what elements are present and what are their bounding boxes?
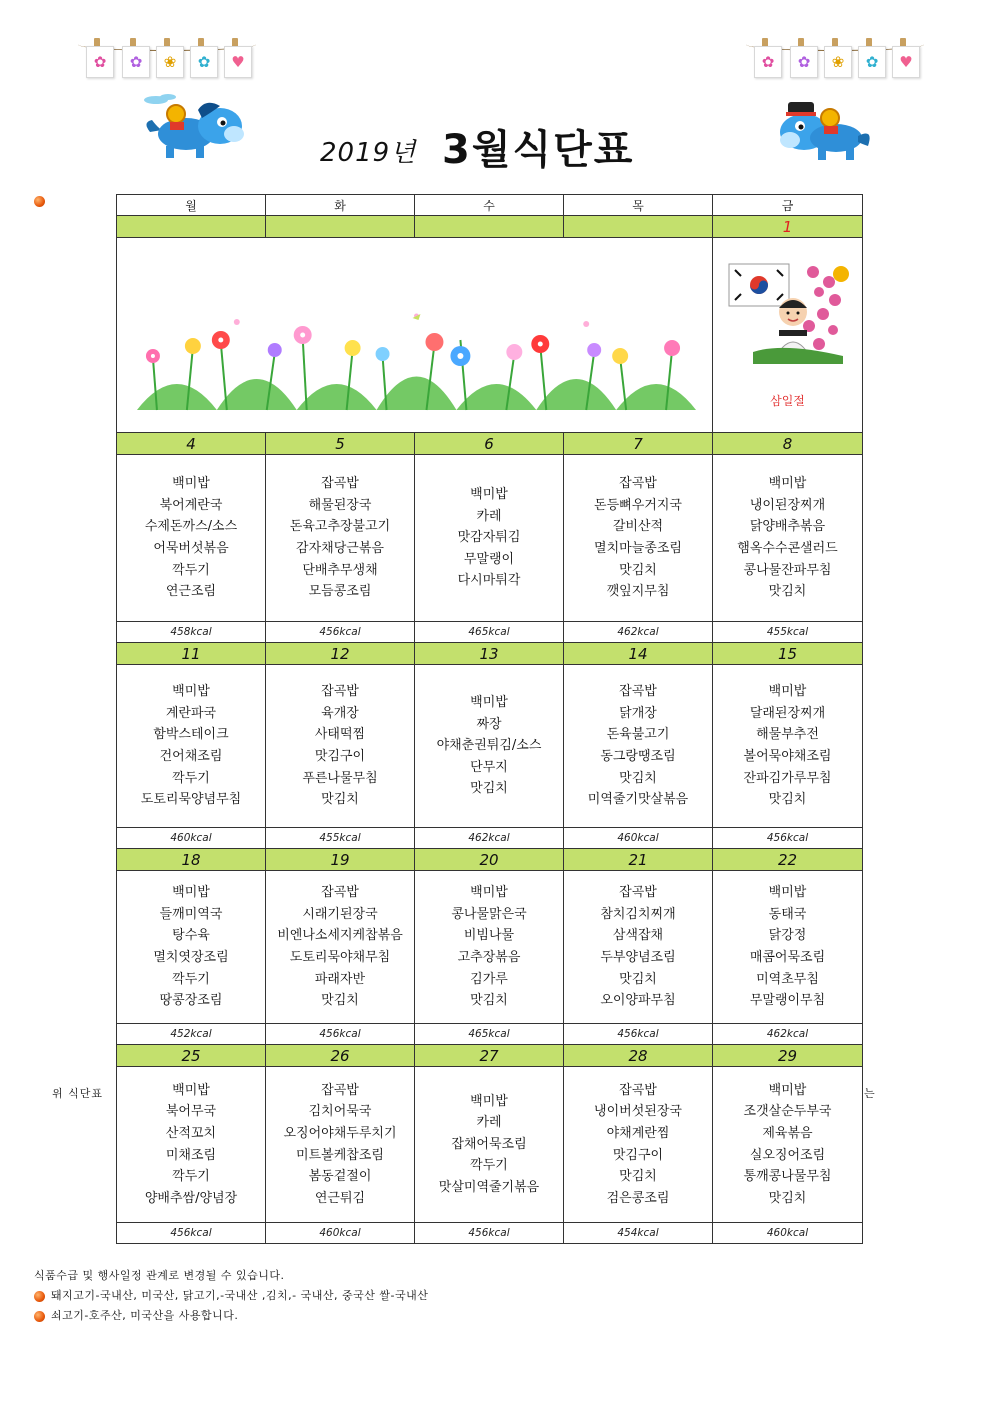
meal-item: 냉이버섯된장국 (594, 1104, 682, 1120)
date-cell: 4 (117, 433, 266, 455)
meal-item: 백미밥 (768, 684, 807, 700)
meal-item: 해물된장국 (308, 497, 372, 513)
meal-item: 무말랭이무침 (749, 993, 826, 1009)
date-cell: 15 (713, 643, 863, 665)
kcal-cell: 465kcal (415, 1024, 564, 1045)
date-cell (415, 216, 564, 238)
meal-item: 깍두기 (172, 770, 210, 786)
meal-item: 잡곡밥 (321, 476, 359, 492)
meal-item: 햄옥수수콘샐러드 (737, 541, 838, 556)
kcal-cell: 455kcal (266, 828, 415, 849)
menu-table (116, 194, 863, 1244)
date-cell: 25 (117, 1045, 266, 1067)
meal-item: 단배추무생채 (302, 562, 378, 578)
weekday-wed: 수 (415, 195, 564, 216)
date-cell: 27 (415, 1045, 564, 1067)
meal-item: 수제돈까스/소스 (144, 519, 238, 535)
kcal-row-week4 (117, 1223, 863, 1244)
meal-item: 미역초무침 (756, 971, 819, 987)
meal-item: 맛김치 (321, 993, 359, 1009)
meal-item: 미채조림 (165, 1147, 217, 1163)
kcal-row-week1 (117, 622, 863, 643)
meal-item: 동그랑땡조림 (600, 749, 676, 764)
meal-item: 깻잎지무침 (606, 584, 670, 600)
meal-item: 산적꼬치 (165, 1125, 217, 1141)
date-row-week0 (117, 216, 863, 238)
meal-item: 잡채어묵조림 (451, 1136, 527, 1152)
independence-day-illustration-icon (723, 256, 853, 366)
meal-item: 백미밥 (172, 885, 210, 901)
meal-row-week3 (117, 871, 863, 1024)
meal-item: 맛김치 (768, 584, 807, 600)
meal-cell (713, 455, 863, 622)
kcal-row-week3 (117, 1024, 863, 1045)
meal-cell (266, 665, 415, 828)
meal-item: 잡곡밥 (321, 684, 359, 700)
date-cell: 19 (266, 849, 415, 871)
meal-item: 무말랭이 (463, 551, 515, 567)
date-row-week4 (117, 1045, 863, 1067)
meal-item: 맛김치 (619, 1169, 657, 1185)
footer-line-3-text: 쇠고기-호주산, 미국산을 사용합니다. (51, 1309, 239, 1322)
meal-item: 냉이된장찌개 (749, 497, 826, 513)
meal-item: 백미밥 (768, 885, 807, 901)
holiday-label: 삼일절 (770, 394, 805, 408)
meal-cell (266, 1067, 415, 1223)
date-cell: 21 (564, 849, 713, 871)
meal-item: 맛김치 (768, 1190, 807, 1206)
date-cell: 28 (564, 1045, 713, 1067)
meal-item: 미트볼케찹조림 (296, 1147, 384, 1163)
meal-item: 볼어묵야채조림 (743, 749, 832, 764)
holiday-cell (713, 238, 863, 433)
meal-row-week4 (117, 1067, 863, 1223)
meal-item: 참치김치찌개 (600, 906, 676, 922)
meal-item: 백미밥 (768, 1082, 807, 1098)
meal-cell (415, 455, 564, 622)
meal-item: 닭개장 (619, 705, 657, 721)
meal-cell (415, 1067, 564, 1223)
meal-item: 두부양념조림 (600, 950, 676, 965)
meal-item: 콩나물맑은국 (451, 906, 527, 922)
kcal-cell: 462kcal (564, 622, 713, 643)
date-cell: 8 (713, 433, 863, 455)
meal-item: 오이양파무침 (600, 993, 676, 1009)
meal-item: 김가루 (470, 971, 508, 987)
meal-item: 카레 (476, 508, 502, 524)
kcal-cell: 460kcal (713, 1223, 863, 1244)
meal-item: 잡곡밥 (619, 684, 657, 700)
page-title (320, 118, 700, 173)
kcal-cell: 456kcal (564, 1024, 713, 1045)
meal-item: 비엔나소세지케찹볶음 (277, 928, 403, 944)
photo-garland-left-icon: ✿ ✿ ❀ ✿ ♥ (78, 30, 256, 86)
meal-item: 야채계란찜 (606, 1125, 670, 1141)
meal-item: 잡곡밥 (321, 1082, 359, 1098)
meal-item: 계란파국 (165, 705, 217, 721)
meal-item: 삼색잡채 (612, 928, 664, 944)
meal-item: 갈비산적 (612, 519, 664, 535)
meal-item: 백미밥 (172, 1082, 210, 1098)
weekday-fri: 금 (713, 195, 863, 216)
meal-item: 멸치엿장조림 (153, 950, 229, 965)
meal-item: 콩나물잔파무침 (743, 562, 832, 578)
date-cell (266, 216, 415, 238)
title-main: 3월식단표 (442, 127, 635, 173)
date-row-week1 (117, 433, 863, 455)
meal-item: 육개장 (321, 705, 359, 721)
meal-item: 들깨미역국 (159, 906, 223, 922)
meal-item: 동태국 (768, 906, 807, 922)
meal-item: 푸른나물무침 (302, 770, 378, 786)
kcal-cell: 456kcal (713, 828, 863, 849)
meal-item: 백미밥 (470, 885, 508, 901)
kcal-cell: 456kcal (415, 1223, 564, 1244)
meal-item: 맛김치 (321, 792, 359, 808)
meal-item: 검은콩조림 (606, 1190, 670, 1206)
kcal-cell: 462kcal (713, 1024, 863, 1045)
meal-item: 연근조림 (165, 584, 217, 600)
meal-item: 땅콩장조림 (159, 993, 223, 1009)
date-cell: 5 (266, 433, 415, 455)
meal-cell (266, 871, 415, 1024)
kcal-cell: 452kcal (117, 1024, 266, 1045)
meal-item: 돈육고추장불고기 (289, 519, 391, 535)
date-cell: 18 (117, 849, 266, 871)
meal-item: 백미밥 (470, 487, 508, 503)
meal-cell (117, 871, 266, 1024)
meal-item: 조갯살순두부국 (743, 1104, 832, 1120)
meal-item: 비빔나물 (463, 928, 515, 944)
image-row-week0 (117, 238, 863, 433)
meal-item: 도토리묵야채무침 (289, 950, 391, 965)
orange-ball-bullet-icon (34, 1311, 45, 1322)
footer-line-2-text: 돼지고기-국내산, 미국산, 닭고기,-국내산 ,김치,- 국내산, 중국산 쌀-국내산 (51, 1289, 429, 1302)
date-cell: 7 (564, 433, 713, 455)
meal-item: 잡곡밥 (619, 476, 657, 492)
kcal-cell: 456kcal (266, 1024, 415, 1045)
date-cell: 29 (713, 1045, 863, 1067)
meal-item: 깍두기 (470, 1158, 508, 1174)
kcal-cell: 462kcal (415, 828, 564, 849)
footer-notes (34, 1266, 428, 1326)
meal-item: 김치어묵국 (308, 1104, 372, 1120)
meal-item: 단무지 (470, 759, 508, 775)
date-cell-holiday: 1 (713, 216, 863, 238)
meal-cell (713, 665, 863, 828)
side-note-right: 는 (864, 1087, 875, 1100)
meal-item: 백미밥 (470, 695, 508, 711)
date-cell: 22 (713, 849, 863, 871)
meal-item: 건어채조림 (159, 749, 223, 764)
meal-item: 연근튀김 (314, 1190, 366, 1206)
meal-cell (117, 665, 266, 828)
kcal-cell: 460kcal (564, 828, 713, 849)
meal-item: 닭양배추볶음 (749, 519, 826, 535)
kcal-cell: 454kcal (564, 1223, 713, 1244)
flower-meadow-icon (117, 238, 712, 428)
meal-item: 맛김치 (619, 971, 657, 987)
date-row-week2 (117, 643, 863, 665)
meal-item: 깍두기 (172, 562, 210, 578)
date-cell: 26 (266, 1045, 415, 1067)
meal-cell (564, 455, 713, 622)
meal-item: 사태떡찜 (314, 727, 366, 743)
meal-item: 미역줄기맛살볶음 (587, 792, 689, 808)
date-row-week3 (117, 849, 863, 871)
meal-item: 오징어야채두루치기 (283, 1125, 397, 1141)
meal-item: 함박스테이크 (153, 727, 229, 743)
meal-item: 해물부추전 (756, 727, 819, 743)
meal-item: 달래된장찌개 (749, 705, 826, 721)
kcal-cell: 458kcal (117, 622, 266, 643)
meal-item: 백미밥 (172, 476, 210, 492)
kcal-cell: 460kcal (117, 828, 266, 849)
meal-cell (415, 665, 564, 828)
meal-item: 탕수육 (172, 928, 210, 944)
meal-item: 맛김치 (470, 993, 508, 1009)
meal-item: 맛김치 (470, 781, 508, 797)
blue-horse-mascot-left-icon (140, 92, 250, 162)
meal-item: 잡곡밥 (321, 885, 359, 901)
orange-ball-bullet-icon (34, 196, 45, 207)
meal-item: 감자채당근볶음 (296, 541, 384, 556)
meal-item: 봄동겉절이 (308, 1169, 372, 1185)
meal-item: 닭강정 (768, 928, 807, 944)
kcal-cell: 456kcal (117, 1223, 266, 1244)
meal-item: 맛살미역줄기볶음 (438, 1179, 540, 1195)
date-cell (117, 216, 266, 238)
date-cell: 11 (117, 643, 266, 665)
meal-item: 잔파김가루무침 (743, 770, 832, 786)
meal-item: 실오징어조림 (749, 1147, 826, 1163)
meal-item: 시래기된장국 (302, 906, 378, 922)
title-year: 2019년 (320, 138, 417, 168)
meal-item: 제육볶음 (762, 1125, 813, 1141)
meal-item: 맛감자튀김 (457, 530, 521, 546)
meal-item: 카레 (476, 1115, 502, 1131)
meal-item: 깍두기 (172, 971, 210, 987)
meal-item: 통깨콩나물무침 (743, 1169, 832, 1185)
kcal-cell: 456kcal (266, 622, 415, 643)
kcal-cell: 465kcal (415, 622, 564, 643)
meadow-cell (117, 238, 713, 433)
footer-line-2 (34, 1286, 428, 1306)
meal-row-week1 (117, 455, 863, 622)
kcal-row-week2 (117, 828, 863, 849)
meal-item: 돈등뼈우거지국 (594, 497, 682, 513)
footer-line-1: 식품수급 및 행사일정 관계로 변경될 수 있습니다. (34, 1269, 285, 1282)
weekday-thu: 목 (564, 195, 713, 216)
meal-cell (713, 871, 863, 1024)
meal-item: 북어무국 (165, 1104, 217, 1120)
meal-row-week2 (117, 665, 863, 828)
weekday-header-row (117, 195, 863, 216)
meal-item: 백미밥 (768, 476, 807, 492)
meal-item: 돈육불고기 (606, 727, 670, 743)
meal-item: 고추장볶음 (457, 950, 521, 965)
meal-item: 맛김치 (619, 562, 657, 578)
meal-cell (117, 455, 266, 622)
photo-garland-right-icon: ✿ ✿ ❀ ✿ ♥ (746, 30, 924, 86)
meal-item: 맛김구이 (612, 1147, 664, 1163)
weekday-tue: 화 (266, 195, 415, 216)
meal-item: 다시마튀각 (457, 573, 521, 589)
meal-item: 북어계란국 (159, 497, 223, 513)
weekday-mon: 월 (117, 195, 266, 216)
meal-item: 백미밥 (172, 684, 210, 700)
meal-item: 잡곡밥 (619, 885, 657, 901)
meal-item: 맛김치 (768, 792, 807, 808)
date-cell (564, 216, 713, 238)
orange-ball-bullet-icon (34, 1291, 45, 1302)
footer-line-3 (34, 1306, 428, 1326)
date-cell: 6 (415, 433, 564, 455)
meal-item: 야채춘권튀김/소스 (436, 738, 542, 754)
date-cell: 20 (415, 849, 564, 871)
meal-item: 모듬콩조림 (308, 584, 372, 600)
date-cell: 12 (266, 643, 415, 665)
meal-item: 양배추쌈/양념장 (144, 1190, 238, 1206)
date-cell: 14 (564, 643, 713, 665)
meal-item: 맛김치 (619, 770, 657, 786)
meal-item: 짜장 (476, 716, 502, 732)
meal-item: 멸치마늘종조림 (594, 541, 682, 556)
meal-item: 맛김구이 (314, 749, 366, 764)
meal-cell (564, 871, 713, 1024)
meal-item: 백미밥 (470, 1093, 508, 1109)
side-note-left: 위 식단표 (52, 1087, 104, 1100)
meal-cell (117, 1067, 266, 1223)
meal-item: 도토리묵양념무침 (140, 792, 242, 808)
date-cell: 13 (415, 643, 564, 665)
meal-item: 깍두기 (172, 1169, 210, 1185)
meal-cell (713, 1067, 863, 1223)
meal-item: 잡곡밥 (619, 1082, 657, 1098)
meal-item: 매콤어묵조림 (749, 950, 826, 965)
kcal-cell: 455kcal (713, 622, 863, 643)
meal-cell (415, 871, 564, 1024)
meal-cell (564, 1067, 713, 1223)
meal-cell (266, 455, 415, 622)
blue-horse-mascot-right-icon (770, 92, 880, 162)
meal-cell (564, 665, 713, 828)
kcal-cell: 460kcal (266, 1223, 415, 1244)
meal-item: 어묵버섯볶음 (153, 541, 229, 556)
meal-item: 파래자반 (314, 971, 366, 987)
